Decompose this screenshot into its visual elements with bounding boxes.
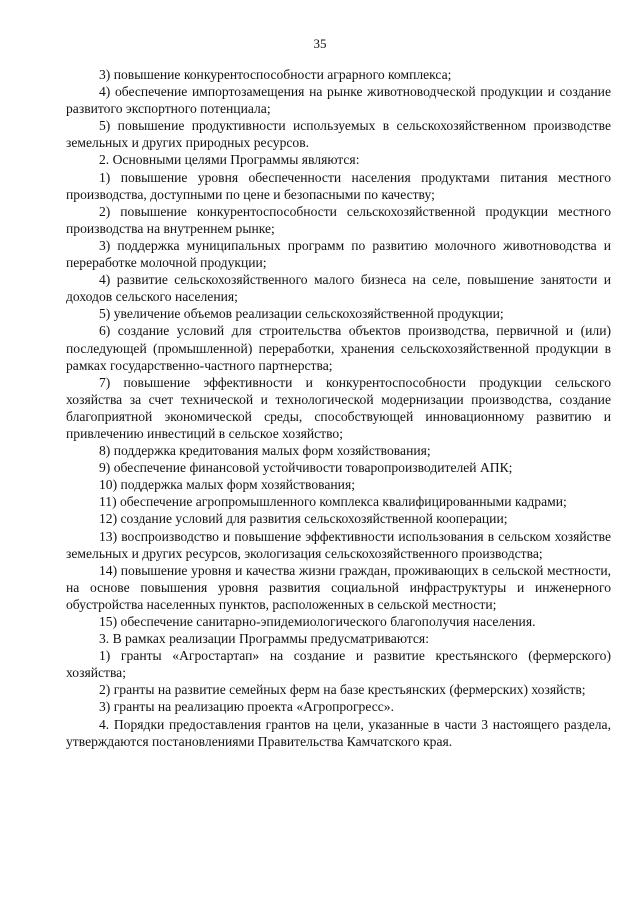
paragraph: 7) повышение эффективности и конкурентоспособности продукции сельского хозяйства за счет технической и технологической модернизации производства, создание благоприятной экономической среды, способствующей инновационному развитию и привлечению инвестиций в сельское хозяйство; [66, 374, 611, 441]
paragraph: 2) гранты на развитие семейных ферм на базе крестьянских (фермерских) хозяйств; [99, 682, 586, 698]
paragraph: 11) обеспечение агропромышленного комплекса квалифицированными кадрами; [99, 494, 567, 510]
paragraph: 13) воспроизводство и повышение эффективности использования в сельском хозяйстве земельных и других ресурсов, экологизация сельскохозяйственного производства; [66, 528, 611, 561]
paragraph: 1) гранты «Агростартап» на создание и развитие крестьянского (фермерского) хозяйства; [66, 648, 611, 681]
paragraph: 10) поддержка малых форм хозяйствования; [99, 477, 355, 493]
paragraph: 3) поддержка муниципальных программ по развитию молочного животноводства и переработке молочной продукции; [66, 237, 611, 271]
document-body [66, 66, 611, 750]
paragraph: 3) повышение конкурентоспособности аграрного комплекса; [99, 67, 452, 82]
paragraph: 12) создание условий для развития сельскохозяйственной кооперации; [99, 511, 508, 527]
paragraph: 4) обеспечение импортозамещения на рынке животноводческой продукции и создание развитого экспортного потенциала; [66, 84, 611, 117]
paragraph: 15) обеспечение санитарно-эпидемиологического благополучия населения. [99, 614, 536, 629]
paragraph: 8) поддержка кредитования малых форм хозяйствования; [99, 443, 431, 459]
paragraph: 2) повышение конкурентоспособности сельскохозяйственной продукции местного производства на внутреннем рынке; [66, 203, 611, 236]
paragraph: 1) повышение уровня обеспеченности населения продуктами питания местного производства, доступными по цене и безопасными по качеству; [66, 169, 611, 202]
paragraph: 5) увеличение объемов реализации сельскохозяйственной продукции; [99, 306, 504, 322]
page-number: 35 [313, 36, 327, 51]
paragraph: 4) развитие сельскохозяйственного малого бизнеса на селе, повышение занятости и доходов сельского населения; [66, 272, 611, 305]
paragraph: 6) создание условий для строительства объектов производства, первичной и (или) последующей (промышленной) переработки, хранения сельскохозяйственной продукции в рамках государственно-частного партнерства; [66, 323, 611, 373]
paragraph: 4. Порядки предоставления грантов на цели, указанные в части 3 настоящего раздела, утверждаются постановлениями Правительства Камчатского края. [66, 716, 611, 749]
paragraph: 5) повышение продуктивности используемых в сельскохозяйственном производстве земельных и других природных ресурсов. [66, 118, 611, 151]
paragraph: 3) гранты на реализацию проекта «Агропрогресс». [99, 699, 394, 715]
paragraph: 3. В рамках реализации Программы предусматриваются: [99, 631, 429, 647]
paragraph: 14) повышение уровня и качества жизни граждан, проживающих в сельской местности, на основе повышения уровня развития социальной инфраструктуры и инженерного обустройства населенных пунктов, расположенных в сельской местности; [66, 562, 611, 612]
paragraph: 2. Основными целями Программы являются: [99, 152, 360, 168]
paragraph: 9) обеспечение финансовой устойчивости товаропроизводителей АПК; [99, 460, 513, 476]
